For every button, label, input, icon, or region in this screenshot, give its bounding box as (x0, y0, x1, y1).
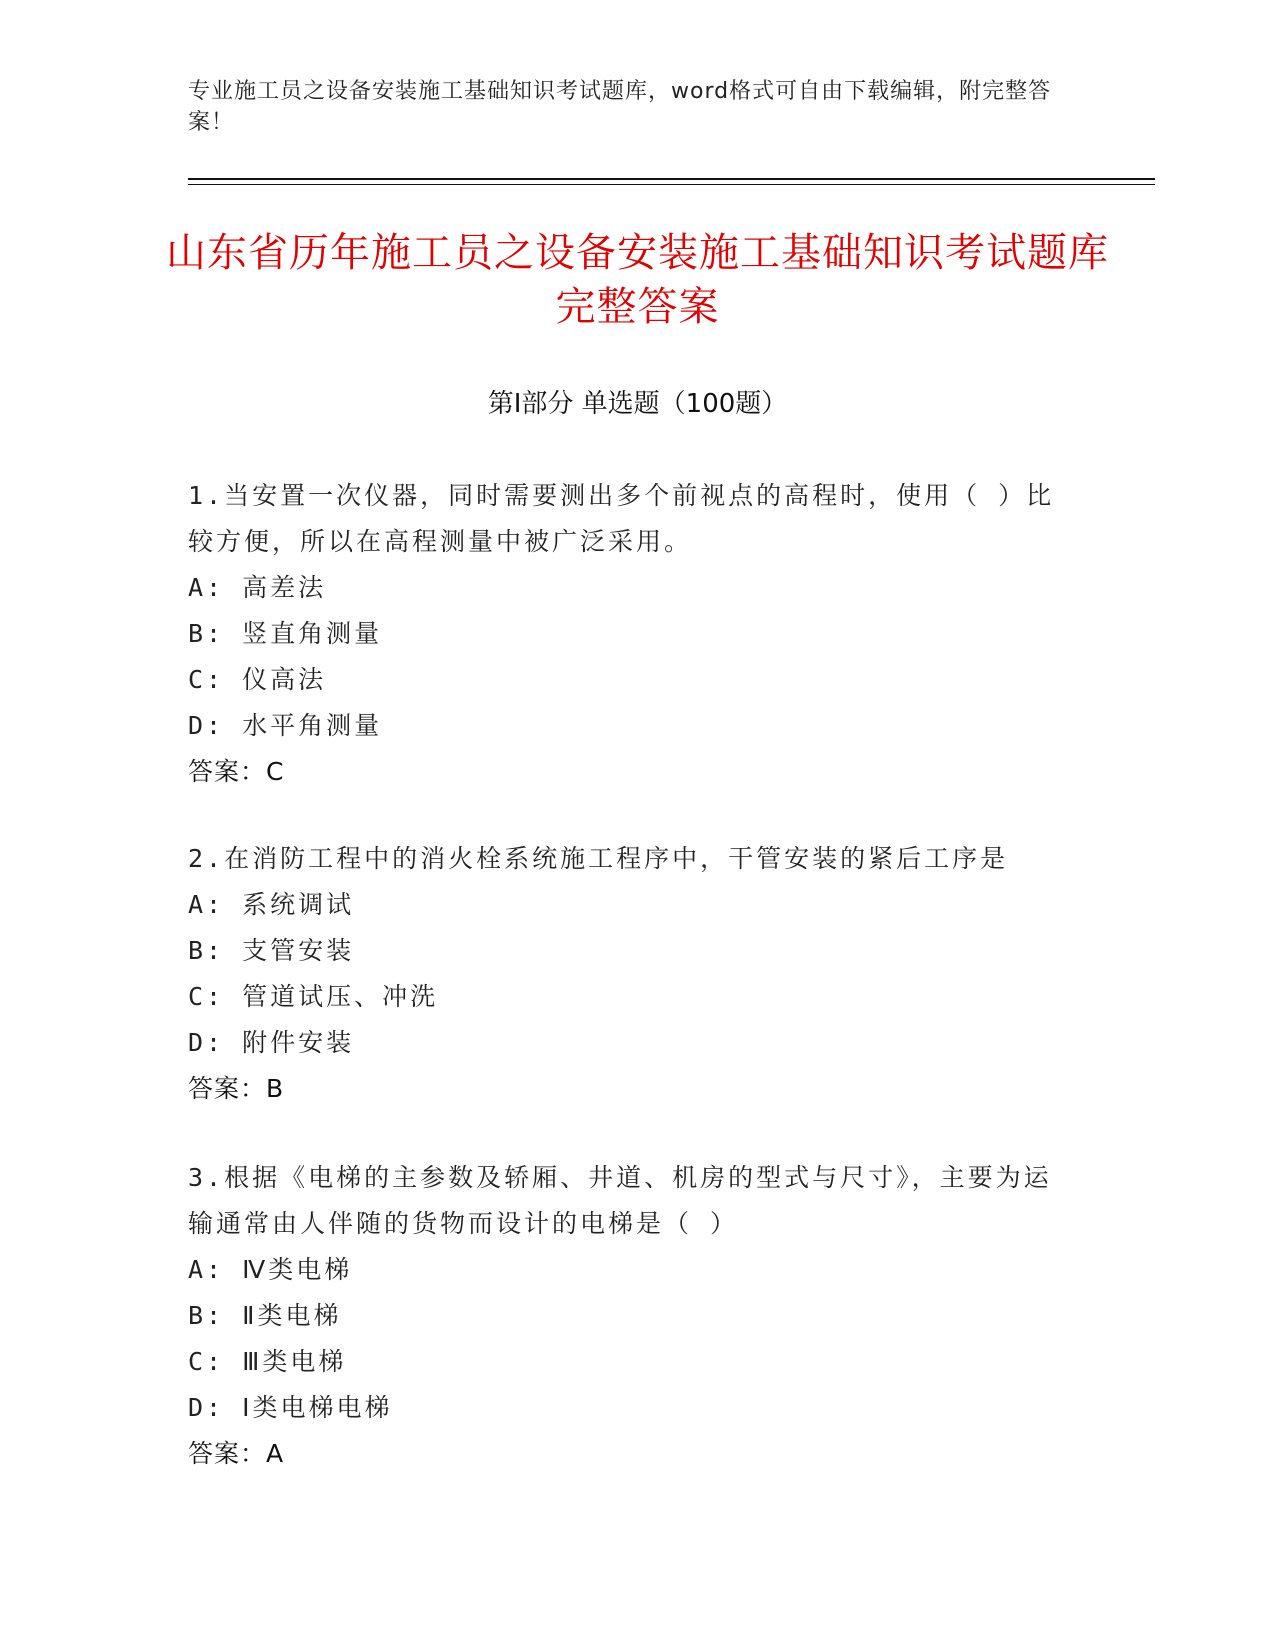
question-3 (188, 1155, 1078, 1477)
header-rule-thick (188, 178, 1155, 180)
option-b: B: 支管安装 (188, 936, 355, 965)
option-a: A: 系统调试 (188, 890, 355, 919)
option-b: B: 竖直角测量 (188, 619, 383, 648)
answer: 答案：B (188, 1074, 285, 1103)
answer: 答案：A (188, 1439, 285, 1468)
option-c: C: 仪高法 (188, 665, 327, 694)
question-stem: 1.当安置一次仪器，同时需要测出多个前视点的高程时，使用（ ）比较方便，所以在高程测量中被广泛采用。 (188, 481, 1055, 556)
question-stem: 3.根据《电梯的主参数及轿厢、井道、机房的型式与尺寸》，主要为运输通常由人伴随的货物而设计的电梯是（ ） (188, 1163, 1052, 1238)
question-stem: 2.在消防工程中的消火栓系统施工程序中，干管安装的紧后工序是 (188, 844, 1009, 873)
option-c: C: Ⅲ类电梯 (188, 1347, 347, 1376)
option-a: A: Ⅳ类电梯 (188, 1255, 353, 1284)
option-b: B: Ⅱ类电梯 (188, 1301, 342, 1330)
question-1 (188, 473, 1078, 795)
option-d: D: 附件安装 (188, 1028, 355, 1057)
option-c: C: 管道试压、冲洗 (188, 982, 439, 1011)
answer: 答案：C (188, 757, 285, 786)
document-title: 山东省历年施工员之设备安装施工基础知识考试题库完整答案 (166, 230, 1109, 330)
header-rule-thin (188, 184, 1155, 185)
option-d: D: Ⅰ类电梯电梯 (188, 1393, 393, 1422)
option-a: A: 高差法 (188, 573, 327, 602)
option-d: D: 水平角测量 (188, 711, 383, 740)
section-heading: 第Ⅰ部分 单选题（100题） (487, 389, 788, 419)
question-2 (188, 836, 1078, 1112)
header-note: 专业施工员之设备安装施工基础知识考试题库，word格式可自由下载编辑，附完整答案！ (188, 79, 1052, 135)
